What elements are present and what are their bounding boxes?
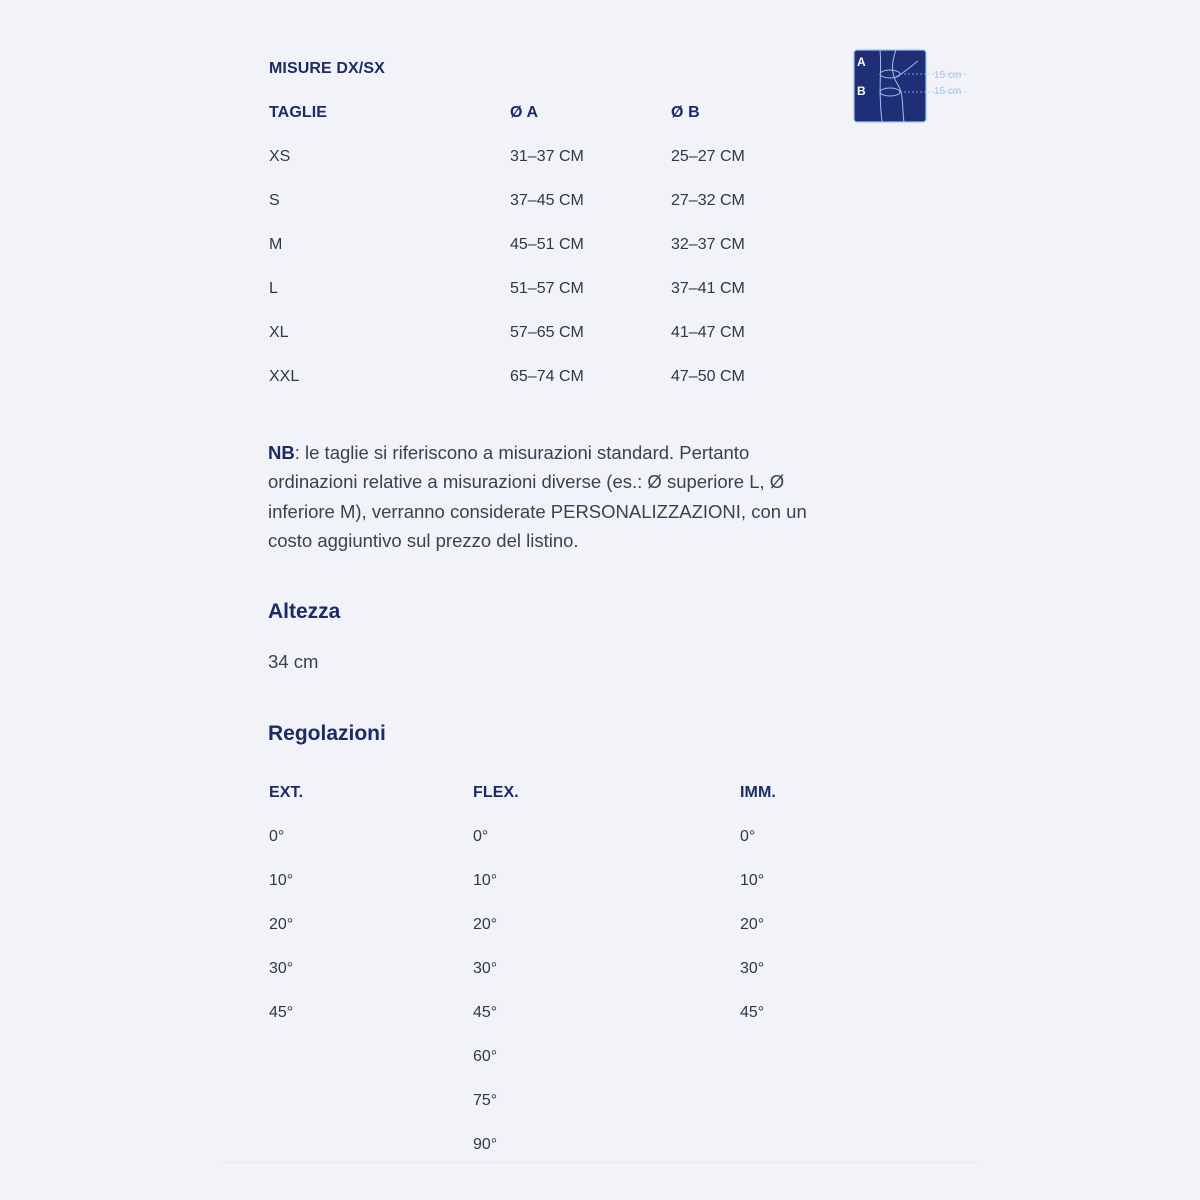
sizes-title: MISURE DX/SX bbox=[269, 60, 385, 77]
angle-value: 10° bbox=[269, 872, 294, 889]
adjust-header-ext: EXT. bbox=[269, 784, 304, 801]
note-text: : le taglie si riferiscono a misurazioni standard. Pertanto ordinazioni relative a misurazioni diverse (es.: Ø superiore L, Ø inferiore M), verranno considerate PERSONALIZZAZIONI, con un costo aggiuntivo sul prezzo del listino. bbox=[268, 442, 807, 551]
angle-value: 45° bbox=[740, 1004, 765, 1021]
diagram-label-b: B bbox=[857, 84, 866, 98]
angle-value: 0° bbox=[740, 828, 756, 845]
angle-value: 45° bbox=[269, 1004, 294, 1021]
angle-value: 75° bbox=[473, 1092, 498, 1109]
sizes-header-taglie: TAGLIE bbox=[269, 104, 328, 121]
size-cell: 41–47 CM bbox=[671, 324, 745, 341]
sizes-header-a: Ø A bbox=[510, 104, 539, 121]
diagram-dim-1: 15 cm bbox=[934, 70, 962, 81]
diagram-dim-2: 15 cm bbox=[934, 86, 962, 97]
angle-value: 0° bbox=[269, 828, 285, 845]
size-cell: 31–37 CM bbox=[510, 148, 584, 165]
size-cell: 51–57 CM bbox=[510, 280, 584, 297]
angle-value: 30° bbox=[740, 960, 765, 977]
note-bold: NB bbox=[268, 442, 295, 463]
sizes-header-b: Ø B bbox=[671, 104, 700, 121]
size-cell: 27–32 CM bbox=[671, 192, 745, 209]
size-cell: 32–37 CM bbox=[671, 236, 745, 253]
angle-value: 20° bbox=[740, 916, 765, 933]
angle-value: 45° bbox=[473, 1004, 498, 1021]
knee-measure-diagram-icon bbox=[852, 49, 972, 125]
size-cell: 65–74 CM bbox=[510, 368, 584, 385]
size-cell: L bbox=[269, 280, 278, 297]
size-cell: 47–50 CM bbox=[671, 368, 745, 385]
adjust-header-flex: FLEX. bbox=[473, 784, 519, 801]
angle-value: 60° bbox=[473, 1048, 498, 1065]
angle-value: 20° bbox=[473, 916, 498, 933]
sizes-note bbox=[268, 438, 808, 555]
angle-value: 10° bbox=[473, 872, 498, 889]
angle-value: 30° bbox=[473, 960, 498, 977]
angle-value: 0° bbox=[473, 828, 489, 845]
size-cell: 37–41 CM bbox=[671, 280, 745, 297]
size-cell: 45–51 CM bbox=[510, 236, 584, 253]
size-cell: XXL bbox=[269, 368, 300, 385]
size-cell: S bbox=[269, 192, 280, 209]
height-value: 34 cm bbox=[268, 651, 319, 672]
adjust-header-imm: IMM. bbox=[740, 784, 776, 801]
size-cell: 25–27 CM bbox=[671, 148, 745, 165]
bottom-divider bbox=[220, 1162, 980, 1163]
adjust-title: Regolazioni bbox=[268, 722, 386, 745]
angle-value: 10° bbox=[740, 872, 765, 889]
size-cell: 37–45 CM bbox=[510, 192, 584, 209]
angle-value: 20° bbox=[269, 916, 294, 933]
height-title: Altezza bbox=[268, 600, 341, 623]
size-cell: XL bbox=[269, 324, 289, 341]
angle-value: 30° bbox=[269, 960, 294, 977]
size-cell: M bbox=[269, 236, 283, 253]
diagram-label-a: A bbox=[857, 55, 866, 69]
size-cell: XS bbox=[269, 148, 291, 165]
size-cell: 57–65 CM bbox=[510, 324, 584, 341]
angle-value: 90° bbox=[473, 1136, 498, 1153]
